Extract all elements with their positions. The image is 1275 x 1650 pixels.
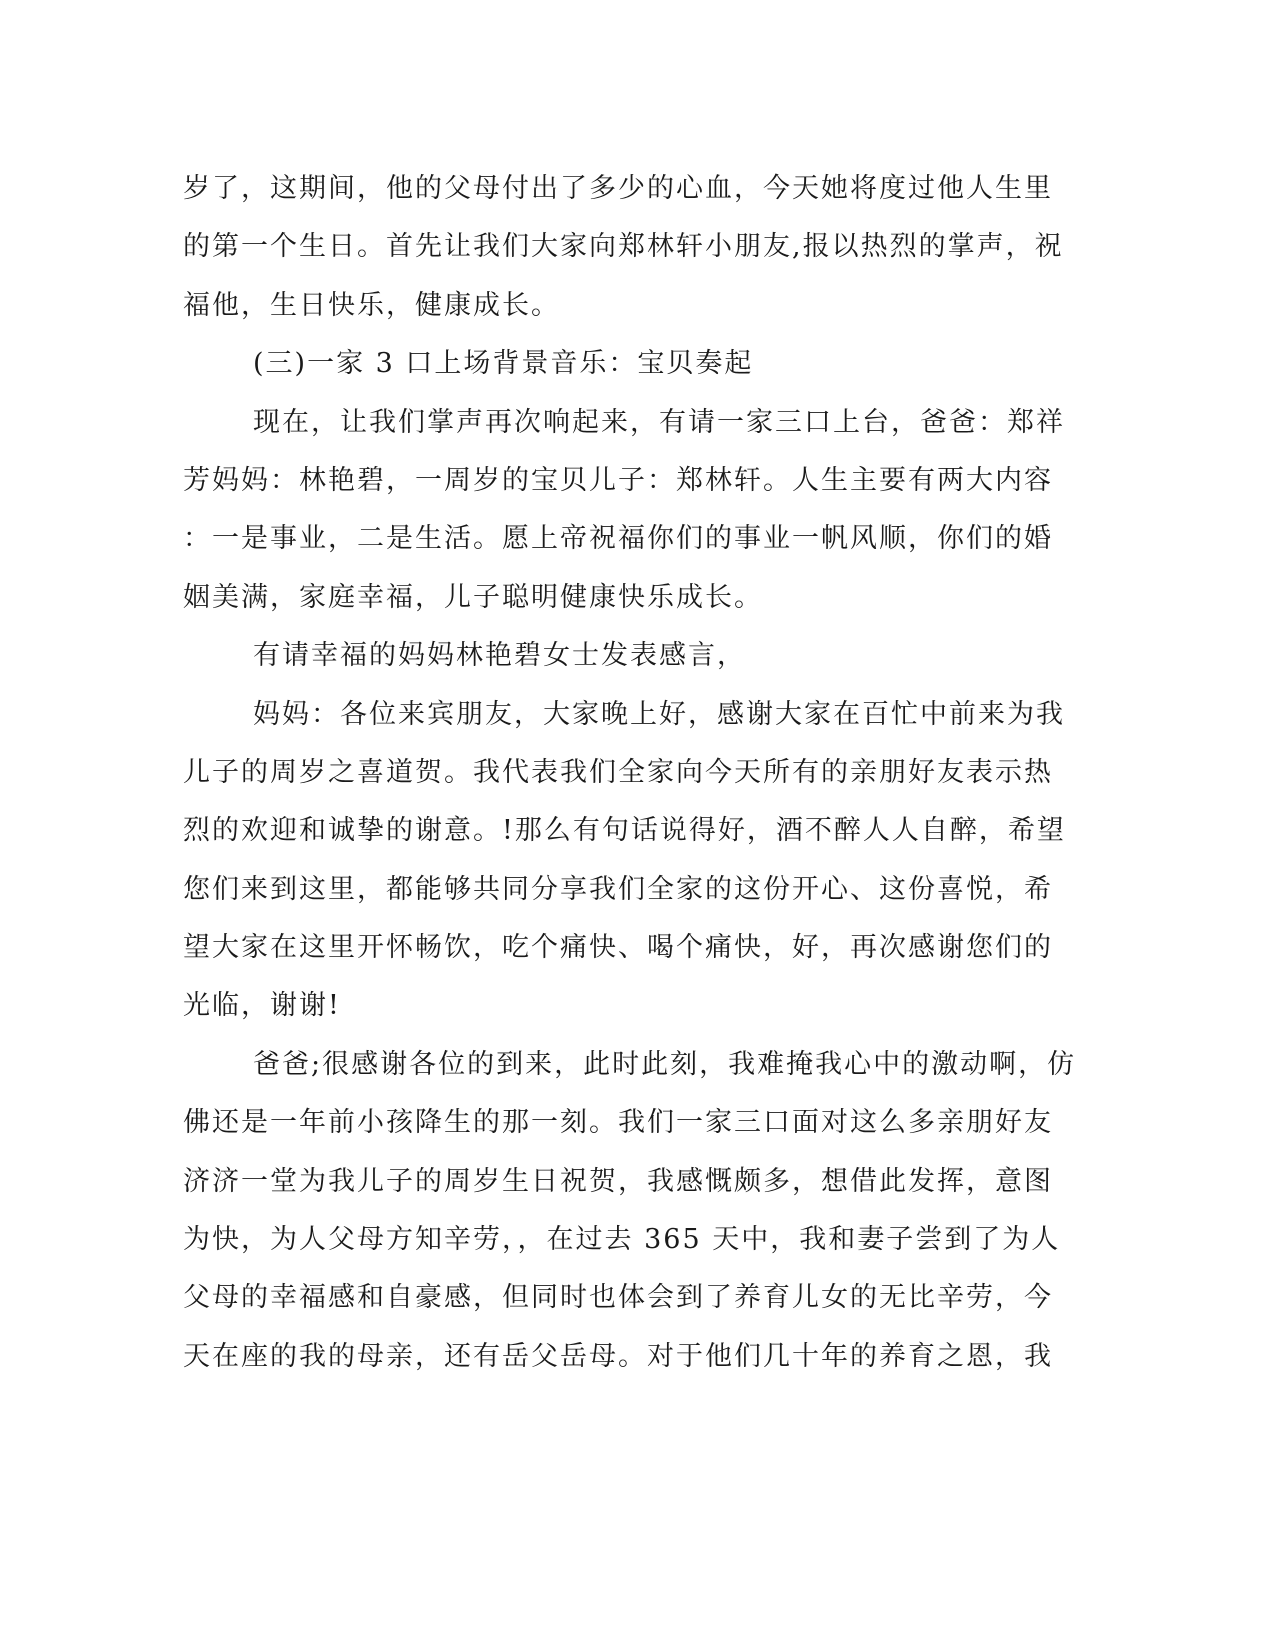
text-line: 爸爸;很感谢各位的到来，此时此刻，我难掩我心中的激动啊，仿: [253, 1048, 1077, 1080]
text-line: 您们来到这里，都能够共同分享我们全家的这份开心、这份喜悦，希: [183, 873, 1053, 905]
text-line: 光临，谢谢!: [183, 990, 341, 1022]
text-line: 现在，让我们掌声再次响起来，有请一家三口上台，爸爸：郑祥: [253, 406, 1065, 438]
section-heading: (三)一家 3 口上场背景音乐：宝贝奏起: [253, 348, 754, 380]
text-line: 儿子的周岁之喜道贺。我代表我们全家向今天所有的亲朋好友表示热: [183, 756, 1053, 788]
text-line: 烈的欢迎和诚挚的谢意。!那么有句话说得好，酒不醉人人自醉，希望: [183, 815, 1066, 847]
text-line: 佛还是一年前小孩降生的那一刻。我们一家三口面对这么多亲朋好友: [183, 1107, 1053, 1139]
text-line: 姻美满，家庭幸福，儿子聪明健康快乐成长。: [183, 581, 763, 613]
text-line: 望大家在这里开怀畅饮，吃个痛快、喝个痛快，好，再次感谢您们的: [183, 932, 1053, 964]
text-line: 的第一个生日。首先让我们大家向郑林轩小朋友,报以热烈的掌声，祝: [183, 231, 1064, 263]
text-line: 芳妈妈：林艳碧，一周岁的宝贝儿子：郑林轩。人生主要有两大内容: [183, 464, 1053, 496]
text-line: 天在座的我的母亲，还有岳父岳母。对于他们几十年的养育之恩，我: [183, 1340, 1053, 1372]
text-line: 有请幸福的妈妈林艳碧女士发表感言，: [253, 640, 746, 672]
text-line: 岁了，这期间，他的父母付出了多少的心血，今天她将度过他人生里: [183, 173, 1053, 204]
text-line: 妈妈：各位来宾朋友，大家晚上好，感谢大家在百忙中前来为我: [253, 698, 1065, 730]
text-line: 济济一堂为我儿子的周岁生日祝贺，我感慨颇多，想借此发挥，意图: [183, 1165, 1053, 1197]
text-line: ：一是事业，二是生活。愿上帝祝福你们的事业一帆风顺，你们的婚: [183, 523, 1053, 555]
text-line: 父母的幸福感和自豪感，但同时也体会到了养育儿女的无比辛劳，今: [183, 1282, 1053, 1314]
document-body: [183, 160, 1077, 1386]
text-line: 福他，生日快乐，健康成长。: [183, 289, 560, 321]
text-line: 为快，为人父母方知辛劳，，在过去 365 天中，我和妻子尝到了为人: [183, 1224, 1061, 1256]
